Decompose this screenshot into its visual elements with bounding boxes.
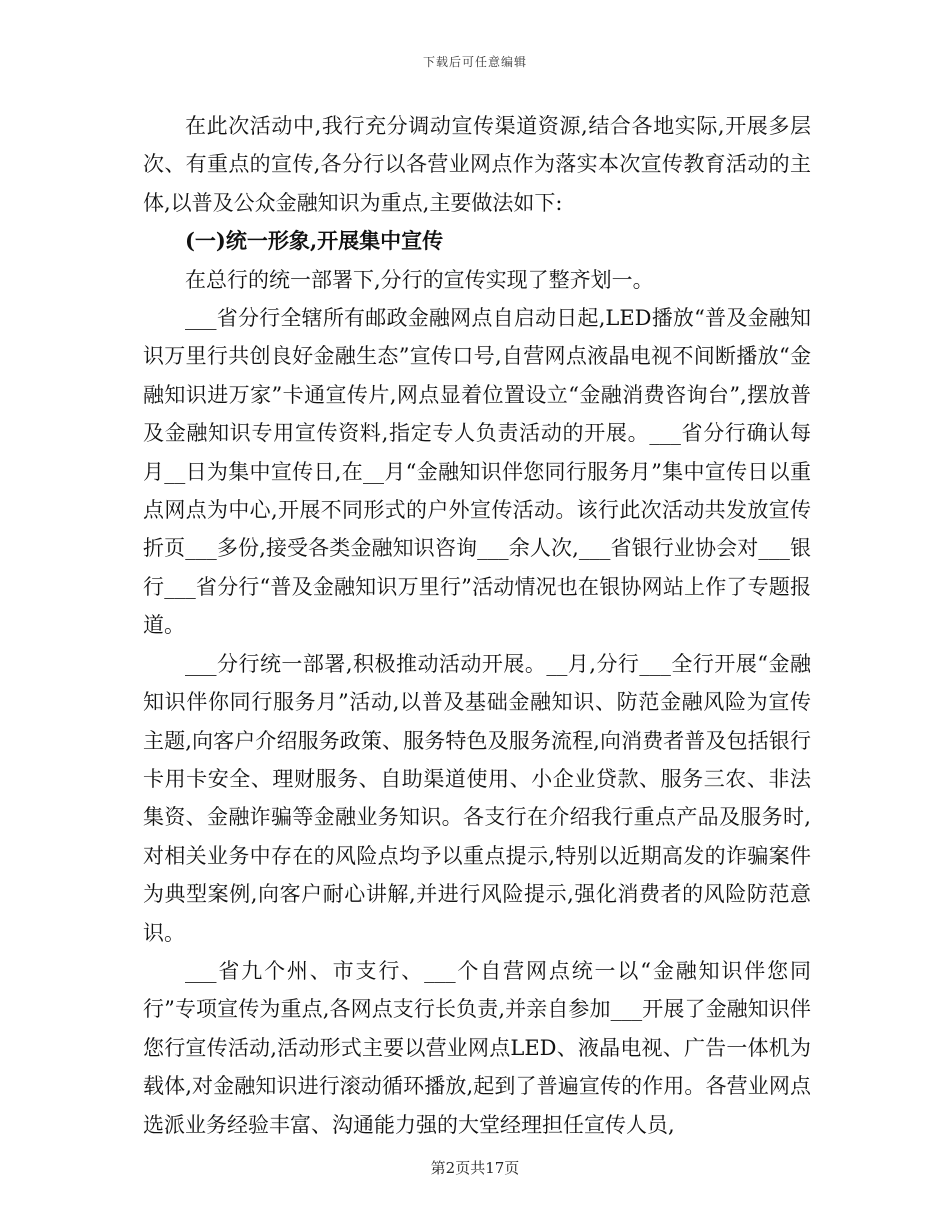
body-paragraph: 在总行的统一部署下,分行的宣传实现了整齐划一。 [185, 267, 654, 292]
body-paragraph: ___分行统一部署,积极推动活动开展。__月,分行___全行开展“金融知识伴你同行服务月”活动,以普及基础金融知识、防范金融风险为宣传主题,向客户介绍服务政策、服务特色及服务流程,向消费者普及包括银行卡用卡安全、理财服务、自助渠道使用、小企业贷款、服务三农、非法集资、金融诈骗等金融业务知识。各支行在介绍我行重点产品及服务时,对相关业务中存在的风险点均予以重点提示,特别以近期高发的诈骗案件为典型案例,向客户耐心讲解,并进行风险提示,强化消费者的风险防范意识。 [143, 651, 811, 945]
section-heading: (一)统一形象,开展集中宣传 [185, 228, 444, 254]
page-header: 下载后可任意编辑 [422, 55, 527, 69]
intro-paragraph: 在此次活动中,我行充分调动宣传渠道资源,结合各地实际,开展多层次、有重点的宣传,各分行以各营业网点作为落实本次宣传教育活动的主体,以普及公众金融知识为重点,主要做法如下: [143, 114, 811, 215]
body-paragraph: ___省九个州、市支行、___个自营网点统一以“金融知识伴您同行”专项宣传为重点,各网点支行长负责,并亲自参加___开展了金融知识伴您行宣传活动,活动形式主要以营业网点LED、液晶电视、广告一体机为载体,对金融知识进行滚动循环播放,起到了普遍宣传的作用。各营业网点选派业务经验丰富、沟通能力强的大堂经理担任宣传人员, [143, 958, 811, 1137]
body-paragraph: ___省分行全辖所有邮政金融网点自启动日起,LED播放“普及金融知识万里行共创良好金融生态”宣传口号,自营网点液晶电视不间断播放“金融知识进万家”卡通宣传片,网点显着位置设立“金融消费咨询台”,摆放普及金融知识专用宣传资料,指定专人负责活动的开展。___省分行确认每月__日为集中宣传日,在__月“金融知识伴您同行服务月”集中宣传日以重点网点为中心,开展不同形式的户外宣传活动。该行此次活动共发放宣传折页___多份,接受各类金融知识咨询___余人次,___省银行业协会对___银行___省分行“普及金融知识万里行”活动情况也在银协网站上作了专题报道。 [143, 306, 811, 638]
document-body [143, 107, 811, 1144]
page-footer: 第2页共17页 [430, 1159, 520, 1177]
